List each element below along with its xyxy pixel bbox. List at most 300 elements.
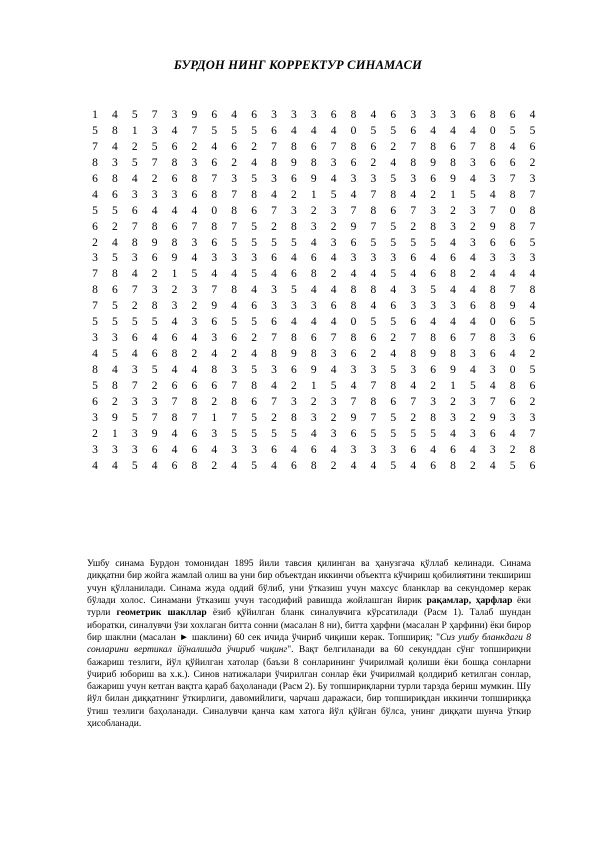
grid-digit: 6 (92, 395, 98, 408)
grid-digit: 3 (410, 109, 417, 121)
grid-digit: 2 (231, 348, 238, 361)
grid-digit: 4 (231, 268, 238, 281)
grid-digit: 3 (171, 300, 178, 313)
grid-digit: 3 (489, 172, 496, 185)
grid-digit: 8 (529, 284, 536, 297)
grid-digit: 5 (111, 204, 118, 217)
grid-digit: 4 (290, 124, 297, 137)
grid-digit: 2 (151, 172, 158, 185)
grid-digit: 8 (350, 109, 357, 121)
grid-digit: 5 (92, 204, 98, 217)
grid-digit: 5 (251, 236, 257, 249)
grid-digit: 6 (290, 364, 297, 376)
grid-digit: 4 (171, 364, 178, 376)
grid-digit: 3 (529, 411, 536, 424)
grid-digit: 6 (509, 109, 516, 121)
grid-digit: 3 (290, 395, 297, 408)
grid-digit: 9 (171, 252, 178, 265)
grid-digit: 3 (251, 443, 257, 456)
grid-digit: 5 (529, 316, 536, 329)
grid-digit: 2 (271, 220, 277, 233)
grid-digit: 5 (430, 284, 436, 297)
grid-digit: 7 (509, 284, 516, 297)
grid-digit: 3 (290, 300, 297, 313)
grid-digit: 1 (92, 109, 98, 121)
grid-digit: 5 (111, 252, 118, 265)
grid-digit: 5 (231, 124, 238, 137)
grid-digit: 4 (430, 124, 436, 137)
grid-digit: 7 (231, 411, 238, 424)
grid-digit: 8 (509, 379, 516, 392)
grid-digit: 6 (390, 204, 397, 217)
grid-digit: 5 (390, 459, 397, 472)
grid-digit: 4 (171, 443, 178, 456)
grid-digit: 3 (469, 156, 476, 169)
grid-digit: 6 (489, 427, 496, 440)
grid-digit: 4 (191, 364, 198, 376)
grid-digit: 7 (529, 220, 536, 233)
grid-digit: 8 (370, 204, 377, 217)
grid-digit: 8 (390, 379, 397, 392)
grid-digit: 6 (251, 204, 257, 217)
grid-digit: 8 (430, 220, 436, 233)
grid-digit: 7 (131, 379, 138, 392)
grid-digit: 7 (271, 140, 277, 153)
grid-digit: 4 (330, 172, 337, 185)
grid-digit: 2 (509, 443, 516, 456)
grid-digit: 2 (529, 395, 536, 408)
grid-digit: 1 (310, 188, 317, 201)
grid-digit: 5 (151, 316, 158, 329)
grid-digit: 3 (191, 236, 198, 249)
grid-digit: 4 (111, 364, 118, 376)
grid-digit: 8 (350, 284, 357, 297)
grid-digit: 3 (191, 316, 198, 329)
grid-digit: 6 (171, 459, 178, 472)
grid-digit: 1 (310, 379, 317, 392)
grid-digit: 6 (271, 124, 277, 137)
grid-digit: 4 (330, 443, 337, 456)
italic-text: Сиз ушбу бланкдаги 8 сонларини вертикал йўналишда ўчириб чиқинг (87, 631, 531, 656)
grid-digit: 6 (310, 252, 317, 265)
grid-digit: 2 (191, 300, 198, 313)
grid-digit: 3 (330, 204, 337, 217)
grid-digit: 4 (509, 268, 516, 281)
number-grid (85, 108, 542, 475)
grid-digit: 6 (310, 443, 317, 456)
grid-digit: 2 (131, 140, 138, 153)
grid-digit: 6 (271, 443, 277, 456)
grid-digit: 2 (330, 411, 337, 424)
grid-digit: 6 (509, 316, 516, 329)
grid-digit: 3 (231, 172, 238, 185)
grid-digit: 9 (211, 300, 218, 313)
grid-digit: 9 (509, 300, 516, 313)
grid-digit: 6 (92, 220, 98, 233)
grid-digit: 5 (469, 379, 476, 392)
grid-digit: 7 (211, 172, 218, 185)
grid-digit: 3 (171, 188, 178, 201)
grid-digit: 8 (509, 220, 516, 233)
grid-digit: 8 (151, 300, 158, 313)
grid-digit: 0 (489, 316, 496, 329)
grid-digit: 5 (390, 124, 397, 137)
grid-digit: 3 (131, 395, 138, 408)
grid-digit: 4 (469, 172, 476, 185)
grid-digit: 7 (271, 204, 277, 217)
grid-digit: 3 (271, 109, 277, 121)
grid-digit: 7 (131, 284, 138, 297)
grid-digit: 5 (410, 236, 417, 249)
grid-digit: 2 (469, 220, 476, 233)
grid-digit: 4 (350, 379, 357, 392)
grid-digit: 6 (211, 156, 218, 169)
grid-digit: 7 (469, 332, 476, 345)
grid-digit: 3 (330, 427, 337, 440)
grid-digit: 4 (430, 252, 436, 265)
grid-digit: 6 (489, 236, 496, 249)
grid-digit: 6 (171, 332, 178, 345)
grid-digit: 8 (290, 332, 297, 345)
grid-digit: 6 (251, 300, 257, 313)
grid-digit: 9 (489, 220, 496, 233)
grid-digit: 3 (390, 443, 397, 456)
grid-digit: 4 (450, 236, 456, 249)
grid-digit: 8 (290, 140, 297, 153)
grid-digit: 4 (489, 379, 496, 392)
paragraph-text: ёзиб қўйилган бланк синалувчига кўрсатилади (Расм 1). Талаб шундан иборатки, синалувчи ўзи хохлаган битта сонни (масалан 8 ни), битта ҳарфни (масалан Р ҳарфини) ёки бирор бир шаклни (масалан ► шаклини) 60 сек ичида ўчириб чиқиши керак. Топшириқ: " (87, 607, 531, 643)
grid-digit: 6 (151, 252, 158, 265)
grid-digit: 6 (131, 332, 138, 345)
grid-digit: 3 (469, 348, 476, 361)
grid-digit: 5 (251, 364, 257, 376)
grid-digit: 3 (171, 109, 178, 121)
grid-digit: 5 (330, 379, 337, 392)
grid-digit: 3 (529, 172, 536, 185)
grid-digit: 3 (92, 332, 98, 345)
grid-digit: 4 (310, 427, 317, 440)
grid-digit: 5 (231, 427, 238, 440)
grid-digit: 7 (469, 140, 476, 153)
grid-digit: 3 (271, 284, 277, 297)
grid-digit: 8 (290, 411, 297, 424)
grid-digit: 4 (529, 268, 536, 281)
grid-digit: 8 (92, 156, 98, 169)
grid-digit: 4 (251, 156, 257, 169)
grid-digit: 8 (489, 300, 496, 313)
grid-digit: 7 (92, 300, 98, 313)
grid-digit: 7 (151, 411, 158, 424)
grid-digit: 8 (370, 284, 377, 297)
grid-digit: 7 (191, 411, 198, 424)
grid-digit: 8 (489, 109, 496, 121)
grid-digit: 3 (489, 443, 496, 456)
grid-digit: 2 (450, 395, 456, 408)
paragraph-text: ёки турли (87, 594, 531, 619)
grid-digit: 3 (151, 395, 158, 408)
grid-digit: 4 (350, 268, 357, 281)
grid-digit: 4 (469, 284, 476, 297)
grid-digit: 4 (310, 124, 317, 137)
grid-digit: 5 (529, 124, 536, 137)
grid-digit: 4 (151, 204, 158, 217)
grid-digit: 1 (450, 379, 456, 392)
grid-digit: 2 (330, 459, 337, 472)
grid-digit: 5 (111, 316, 118, 329)
grid-digit: 2 (310, 395, 317, 408)
grid-digit: 3 (330, 348, 337, 361)
grid-digit: 4 (529, 300, 536, 313)
grid-digit: 3 (92, 411, 98, 424)
grid-digit: 2 (191, 348, 198, 361)
grid-digit: 2 (390, 332, 397, 345)
grid-digit: 7 (529, 427, 536, 440)
grid-digit: 4 (271, 379, 277, 392)
grid-digit: 7 (231, 220, 238, 233)
grid-digit: 8 (231, 395, 238, 408)
grid-digit: 6 (390, 395, 397, 408)
grid-digit: 4 (350, 459, 357, 472)
grid-digit: 3 (330, 395, 337, 408)
grid-digit: 6 (509, 156, 516, 169)
grid-digit: 5 (251, 172, 257, 185)
grid-digit: 5 (330, 188, 337, 201)
grid-digit: 4 (231, 109, 238, 121)
grid-digit: 4 (509, 140, 516, 153)
grid-digit: 7 (92, 140, 98, 153)
grid-digit: 1 (211, 411, 218, 424)
grid-digit: 3 (370, 443, 377, 456)
grid-digit: 4 (310, 236, 317, 249)
grid-digit: 6 (191, 427, 198, 440)
grid-digit: 2 (430, 379, 436, 392)
grid-digit: 3 (92, 252, 98, 265)
grid-digit: 6 (211, 109, 218, 121)
grid-digit: 3 (330, 156, 337, 169)
grid-digit: 2 (151, 379, 158, 392)
grid-digit: 6 (529, 379, 536, 392)
paragraph-text: Ушбу синама Бурдон томонидан 1895 йили тавсия қилинган ва ҳанузгача қўллаб келинади. Синама диққатни бир жойга жамлай олиш ва уни бир объектдан иккинчи объектга кўчириш қобилиятини текшириш учун қўлланилади. Синама жуда оддий бўлиб, уни ўтказиш учун махсус бланклар ва секундомер керак бўлади холос. Синамани ўтказиш учун тасодифий равишда жойлашган йирик (87, 558, 531, 606)
bold-text: рақамлар, ҳарфлар (426, 594, 513, 606)
grid-digit: 9 (111, 411, 118, 424)
grid-digit: 5 (231, 236, 238, 249)
grid-digit: 7 (231, 379, 238, 392)
grid-digit: 3 (430, 109, 436, 121)
grid-digit: 6 (529, 140, 536, 153)
grid-digit: 2 (450, 204, 456, 217)
grid-digit: 0 (350, 316, 357, 329)
grid-digit: 4 (370, 300, 377, 313)
grid-digit: 6 (450, 252, 456, 265)
grid-digit: 3 (151, 188, 158, 201)
grid-digit: 4 (450, 284, 456, 297)
grid-digit: 8 (310, 459, 317, 472)
grid-digit: 4 (450, 316, 456, 329)
grid-digit: 9 (151, 427, 158, 440)
grid-digit: 7 (489, 395, 496, 408)
grid-digit: 0 (509, 364, 516, 376)
grid-digit: 8 (171, 348, 178, 361)
grid-digit: 5 (111, 348, 118, 361)
grid-digit: 4 (131, 268, 138, 281)
grid-digit: 6 (310, 140, 317, 153)
grid-digit: 3 (92, 443, 98, 456)
grid-digit: 3 (151, 284, 158, 297)
grid-digit: 6 (529, 459, 536, 472)
grid-digit: 6 (330, 300, 337, 313)
grid-digit: 8 (251, 188, 257, 201)
grid-digit: 6 (489, 156, 496, 169)
grid-digit: 6 (290, 268, 297, 281)
grid-digit: 3 (330, 236, 337, 249)
grid-digit: 3 (529, 252, 536, 265)
grid-digit: 5 (111, 300, 118, 313)
grid-digit: 3 (350, 364, 357, 376)
grid-digit: 7 (211, 284, 218, 297)
grid-digit: 3 (509, 411, 516, 424)
grid-digit: 5 (390, 427, 397, 440)
grid-digit: 8 (111, 268, 118, 281)
grid-digit: 2 (92, 236, 98, 249)
grid-digit: 4 (310, 284, 317, 297)
grid-digit: 7 (410, 332, 417, 345)
grid-digit: 5 (251, 220, 257, 233)
grid-digit: 2 (290, 379, 297, 392)
grid-digit: 6 (191, 379, 198, 392)
grid-digit: 3 (489, 364, 496, 376)
document-title: БУРДОН НИНГ КОРРЕКТУР СИНАМАСИ (173, 58, 423, 72)
grid-digit: 3 (370, 364, 377, 376)
grid-digit: 8 (171, 236, 178, 249)
grid-digit: 3 (350, 172, 357, 185)
grid-digit: 4 (290, 252, 297, 265)
grid-digit: 3 (370, 172, 377, 185)
grid-digit: 7 (271, 395, 277, 408)
grid-digit: 7 (171, 395, 178, 408)
grid-digit: 8 (191, 395, 198, 408)
grid-digit: 5 (131, 109, 138, 121)
grid-digit: 1 (111, 427, 118, 440)
grid-digit: 6 (231, 140, 238, 153)
grid-digit: 8 (92, 284, 98, 297)
grid-digit: 4 (151, 332, 158, 345)
grid-digit: 4 (290, 443, 297, 456)
grid-digit: 4 (410, 459, 417, 472)
grid-digit: 5 (131, 411, 138, 424)
grid-digit: 3 (469, 427, 476, 440)
grid-digit: 4 (509, 427, 516, 440)
grid-digit: 8 (111, 124, 118, 137)
grid-digit: 3 (450, 300, 456, 313)
grid-digit: 9 (310, 172, 317, 185)
grid-digit: 6 (271, 252, 277, 265)
grid-digit: 4 (171, 124, 178, 137)
grid-digit: 9 (290, 156, 297, 169)
grid-digit: 3 (131, 427, 138, 440)
grid-digit: 7 (151, 109, 158, 121)
grid-digit: 3 (410, 364, 417, 376)
grid-digit: 2 (310, 204, 317, 217)
grid-digit: 4 (489, 268, 496, 281)
grid-digit: 0 (509, 204, 516, 217)
grid-digit: 3 (469, 395, 476, 408)
grid-digit: 2 (370, 348, 377, 361)
grid-digit: 3 (310, 109, 317, 121)
grid-digit: 7 (370, 188, 377, 201)
grid-digit: 5 (529, 364, 536, 376)
grid-digit: 6 (430, 459, 436, 472)
grid-digit: 5 (231, 316, 238, 329)
grid-digit: 4 (450, 427, 456, 440)
grid-digit: 5 (390, 268, 397, 281)
grid-digit: 8 (271, 348, 277, 361)
grid-digit: 3 (350, 252, 357, 265)
grid-digit: 5 (390, 236, 397, 249)
grid-digit: 2 (330, 268, 337, 281)
grid-digit: 5 (251, 124, 257, 137)
grid-digit: 5 (92, 124, 98, 137)
grid-digit: 2 (111, 395, 118, 408)
grid-digit: 2 (231, 156, 238, 169)
grid-digit: 9 (350, 220, 357, 233)
grid-digit: 8 (310, 156, 317, 169)
grid-digit: 3 (410, 300, 417, 313)
grid-digit: 6 (370, 140, 377, 153)
grid-digit: 3 (410, 284, 417, 297)
grid-digit: 2 (469, 411, 476, 424)
grid-digit: 6 (171, 172, 178, 185)
grid-digit: 3 (469, 204, 476, 217)
grid-digit: 4 (231, 300, 238, 313)
grid-digit: 6 (251, 395, 257, 408)
grid-digit: 5 (390, 411, 397, 424)
grid-digit: 7 (370, 379, 377, 392)
grid-digit: 3 (131, 252, 138, 265)
grid-digit: 6 (509, 395, 516, 408)
grid-digit: 8 (131, 236, 138, 249)
grid-digit: 8 (171, 156, 178, 169)
grid-digit: 8 (271, 156, 277, 169)
grid-digit: 8 (410, 156, 417, 169)
grid-digit: 3 (111, 332, 118, 345)
grid-digit: 5 (529, 236, 536, 249)
grid-digit: 5 (271, 236, 277, 249)
grid-digit: 8 (450, 156, 456, 169)
grid-digit: 4 (191, 332, 198, 345)
grid-digit: 3 (430, 300, 436, 313)
grid-digit: 3 (509, 332, 516, 345)
grid-digit: 4 (92, 348, 98, 361)
grid-digit: 4 (410, 268, 417, 281)
grid-digit: 5 (92, 316, 98, 329)
grid-digit: 5 (151, 140, 158, 153)
grid-digit: 6 (350, 236, 357, 249)
grid-digit: 8 (489, 332, 496, 345)
grid-digit: 8 (450, 348, 456, 361)
grid-digit: 2 (529, 156, 536, 169)
grid-digit: 4 (211, 443, 218, 456)
grid-digit: 6 (171, 220, 178, 233)
grid-digit: 4 (469, 316, 476, 329)
grid-digit: 5 (251, 459, 257, 472)
grid-digit: 5 (211, 124, 218, 137)
grid-digit: 4 (231, 459, 238, 472)
grid-digit: 6 (131, 204, 138, 217)
grid-digit: 4 (310, 316, 317, 329)
grid-digit: 6 (430, 364, 436, 376)
grid-digit: 4 (450, 124, 456, 137)
grid-digit: 4 (211, 140, 218, 153)
